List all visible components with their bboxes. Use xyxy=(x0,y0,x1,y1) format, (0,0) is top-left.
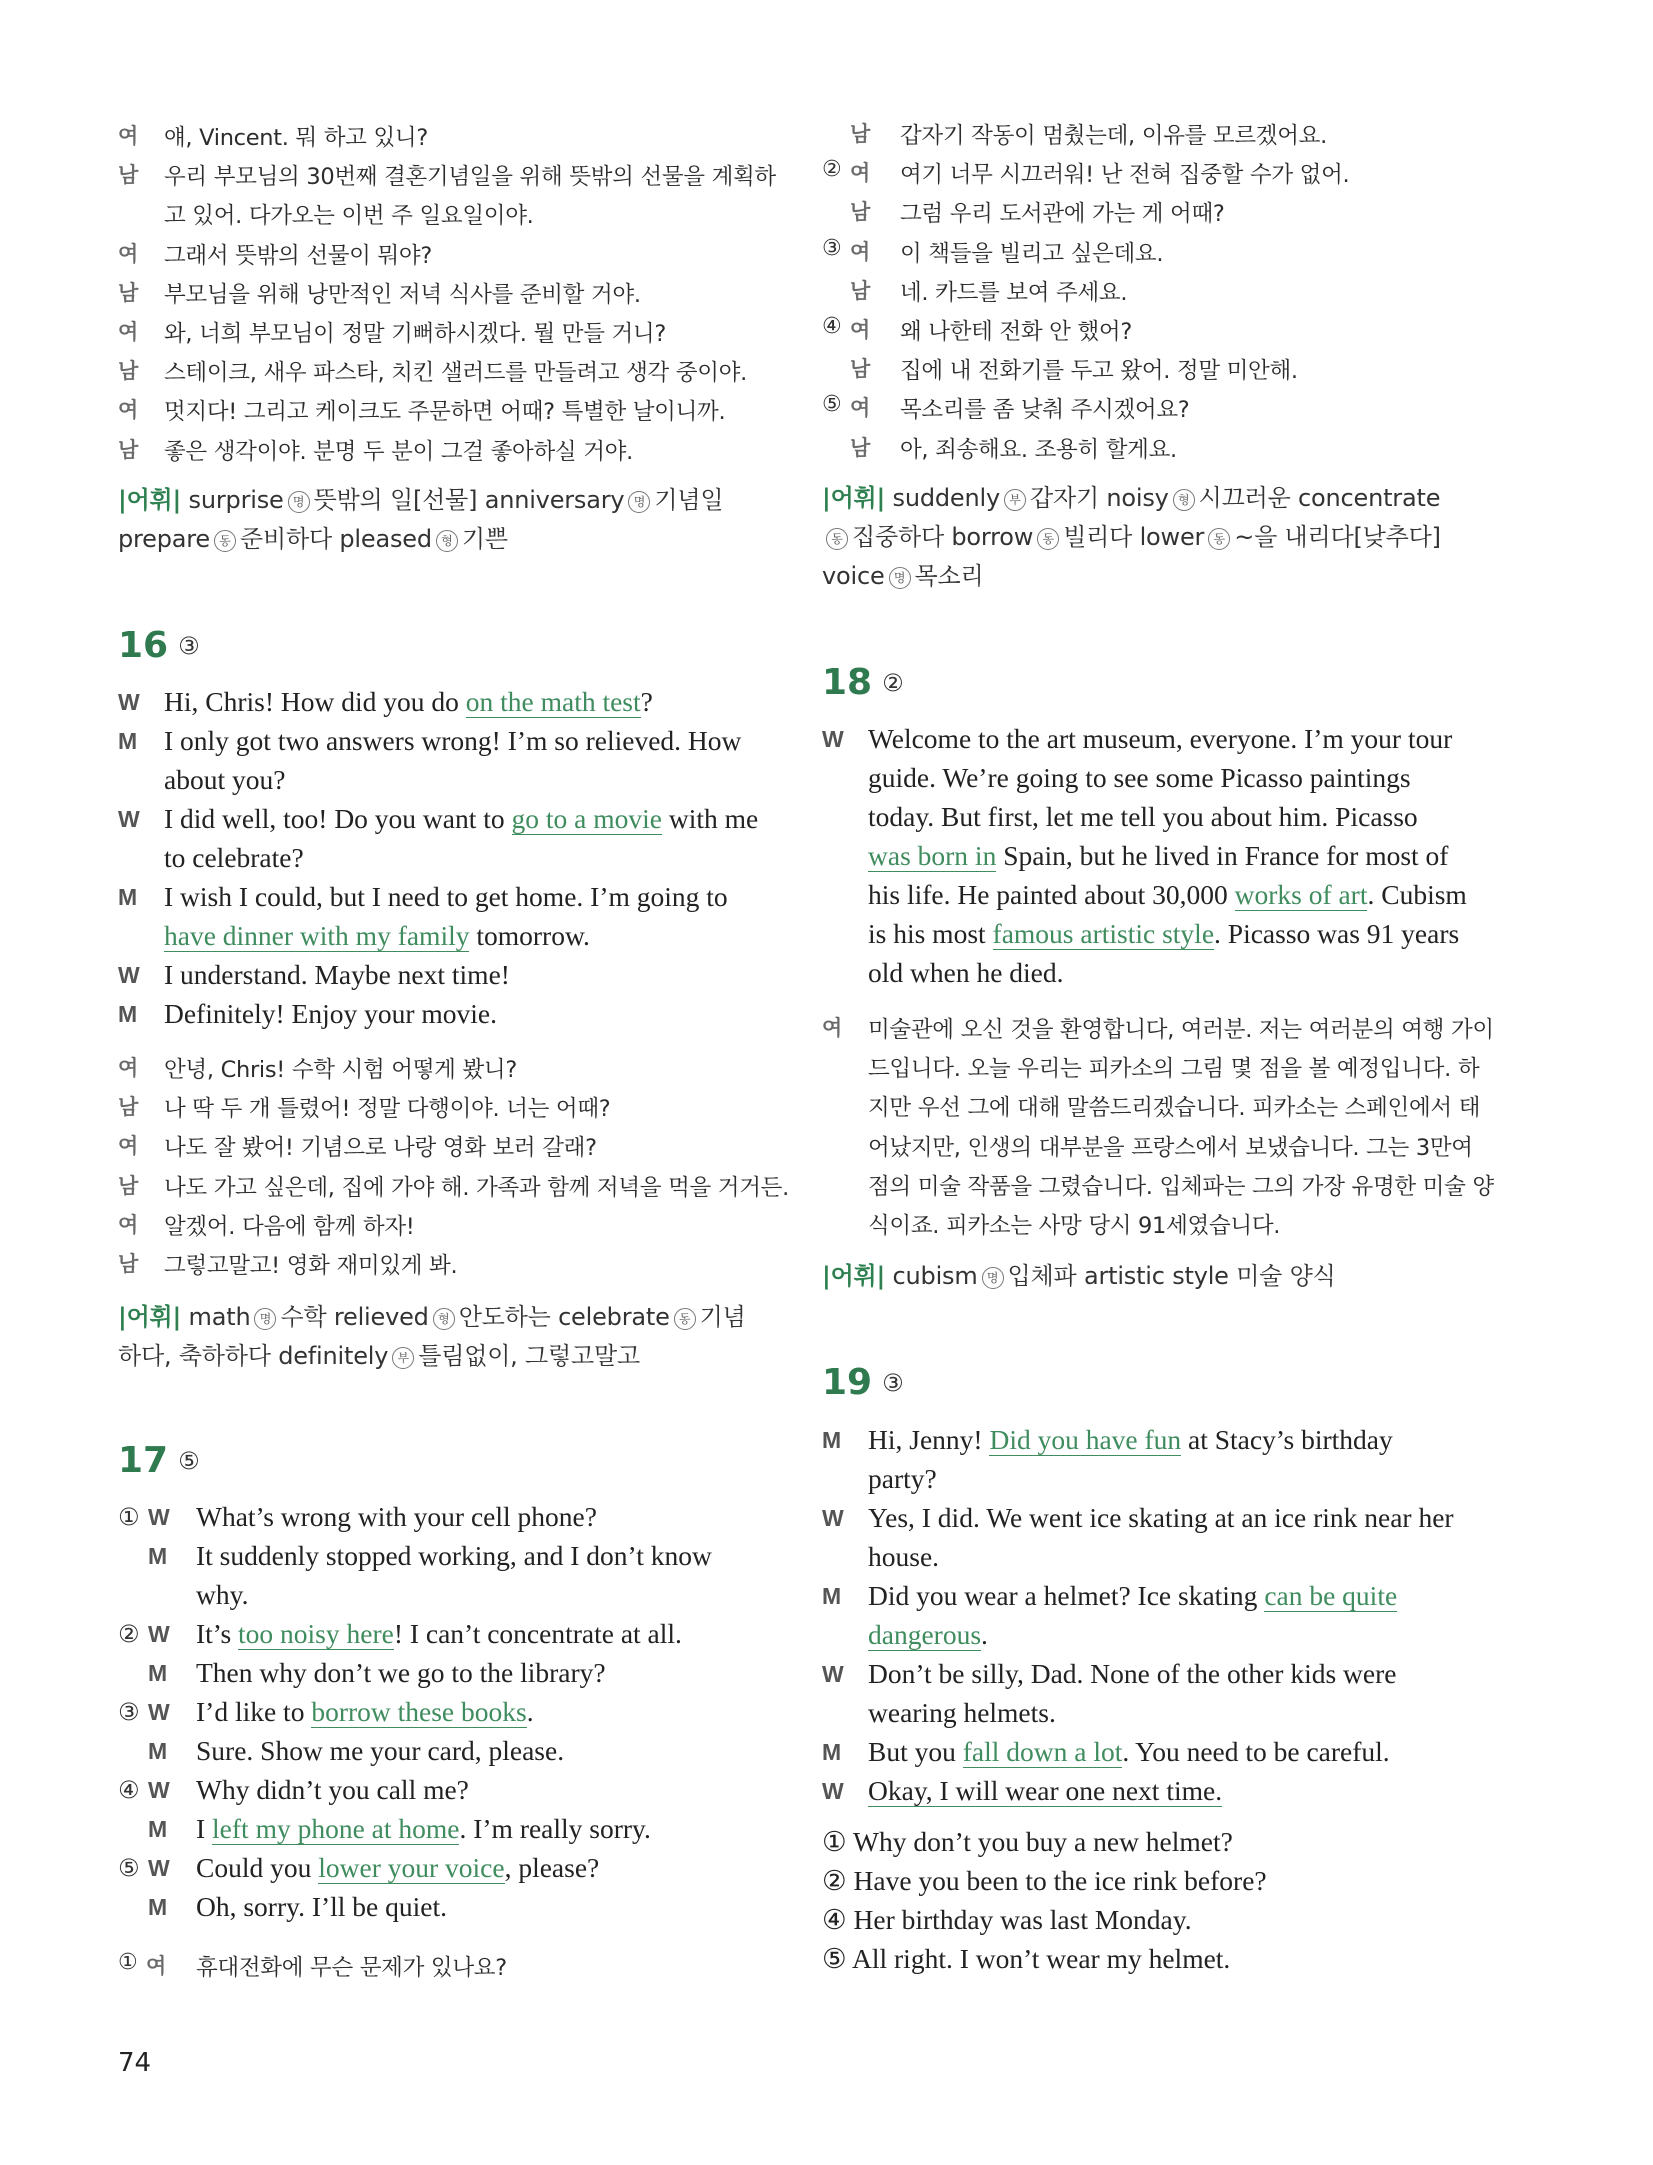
speaker-label: M xyxy=(148,1894,168,1920)
dialogue-text: guide. We’re going to see some Picasso paintings xyxy=(868,762,1411,793)
answer-blank: go to a movie xyxy=(511,803,662,834)
vocab-meaning: 시끄러운 xyxy=(1198,484,1291,512)
dialogue-text: party? xyxy=(868,1463,937,1494)
translation-text: 우리 부모님의 30번째 결혼기념일을 위해 뜻밖의 선물을 계획하 xyxy=(164,164,776,191)
speaker-label: 여 xyxy=(146,1954,166,1978)
translation-text: 이 책들을 빌리고 싶은데요. xyxy=(900,240,1164,267)
dialogue-text: why. xyxy=(196,1579,249,1610)
part-of-speech-icon: 동 xyxy=(1208,528,1230,550)
translation-text: 고 있어. 다가오는 이번 주 일요일이야. xyxy=(164,203,534,230)
translation-text: 안녕, Chris! 수학 시험 어떻게 봤니? xyxy=(164,1057,517,1083)
vocab-tag: |어휘| xyxy=(822,1262,886,1290)
speaker-label: M xyxy=(118,728,138,754)
speaker-label: 남 xyxy=(850,357,870,382)
translation-text: 여기 너무 시끄러워! 난 전혀 집중할 수가 없어. xyxy=(900,162,1350,189)
vocab-meaning: 수학 xyxy=(280,1303,327,1331)
speaker-label: W xyxy=(822,1505,844,1531)
part-of-speech-icon: 동 xyxy=(826,528,848,550)
vocab-word: cubism xyxy=(892,1262,978,1290)
speaker-label: W xyxy=(118,689,140,715)
answer-blank: left my phone at home xyxy=(212,1813,460,1844)
translation-text: 그래서 뜻밖의 선물이 뭐야? xyxy=(164,242,432,269)
answer-blank: have dinner with my family xyxy=(164,920,470,951)
dialogue-text: his life. He painted about 30,000 works of art. Cubism xyxy=(868,879,1467,910)
vocab-tag: |어휘| xyxy=(118,486,182,514)
dialogue-text: is his most famous artistic style. Picasso was 91 years xyxy=(868,918,1460,949)
answer-choice: ⑤ All right. I won’t wear my helmet. xyxy=(822,1943,1231,1974)
dialogue-text: dangerous. xyxy=(868,1619,988,1650)
vocab-word: anniversary xyxy=(484,486,625,514)
speaker-label: M xyxy=(118,884,138,910)
dialogue-text: I only got two answers wrong! I’m so relieved. How xyxy=(164,725,742,756)
dialogue-text: to celebrate? xyxy=(164,842,304,873)
vocab-tag: |어휘| xyxy=(118,1303,182,1331)
dialogue-text xyxy=(868,1775,1222,1807)
translation-text: 얘, Vincent. 뭐 하고 있니? xyxy=(164,125,428,151)
vocab-line xyxy=(118,1297,746,1332)
choice-number: ④ xyxy=(822,314,842,339)
dialogue-text: wearing helmets. xyxy=(868,1697,1056,1728)
speaker-label: 남 xyxy=(850,200,870,225)
answer-blank: on the math test xyxy=(465,686,641,717)
answer-blank: borrow these books xyxy=(311,1696,527,1727)
speaker-label: M xyxy=(822,1583,842,1609)
question-heading xyxy=(118,1440,200,1481)
vocab-meaning: 기념일 xyxy=(654,486,724,514)
translation-text: 식이죠. 피카소는 사망 당시 91세였습니다. xyxy=(868,1213,1281,1239)
dialogue-text: But you fall down a lot. You need to be careful. xyxy=(868,1736,1390,1767)
choice-number: ④ xyxy=(118,1776,140,1804)
vocab-word: noisy xyxy=(1106,484,1169,512)
vocab-line xyxy=(118,1336,640,1371)
answer-line: Okay, I will wear one next time. xyxy=(868,1775,1223,1806)
choice-number: ⑤ xyxy=(118,1854,140,1882)
translation-text: 드입니다. 오늘 우리는 피카소의 그림 몇 점을 볼 예정입니다. 하 xyxy=(868,1056,1480,1083)
speaker-label: 남 xyxy=(850,278,870,303)
speaker-label: 남 xyxy=(118,280,138,305)
dialogue-text: Oh, sorry. I’ll be quiet. xyxy=(196,1891,448,1922)
vocab-word: prepare xyxy=(118,525,210,553)
question-number: 19 xyxy=(822,1362,873,1403)
translation-text: 나도 잘 봤어! 기념으로 나랑 영화 보러 갈래? xyxy=(164,1135,597,1162)
vocab-meaning: 기쁜 xyxy=(461,525,508,553)
translation-text: 좋은 생각이야. 분명 두 분이 그걸 좋아하실 거야. xyxy=(164,438,633,465)
dialogue-text: about you? xyxy=(164,764,286,795)
vocab-meaning: 미술 양식 xyxy=(1236,1262,1336,1290)
vocab-meaning: 목소리 xyxy=(914,562,984,590)
speaker-label: 여 xyxy=(850,161,870,186)
answer-blank: fall down a lot xyxy=(962,1736,1123,1767)
translation-text: 아, 죄송해요. 조용히 할게요. xyxy=(900,436,1177,463)
dialogue-text: was born in Spain, but he lived in France for most of xyxy=(868,840,1449,871)
dialogue-text: old when he died. xyxy=(868,957,1064,988)
vocab-line xyxy=(822,556,983,591)
choice-number: ③ xyxy=(822,235,842,261)
part-of-speech-icon: 명 xyxy=(982,1267,1004,1289)
part-of-speech-icon: 형 xyxy=(436,530,458,552)
vocab-word: lower xyxy=(1139,523,1205,551)
part-of-speech-icon: 명 xyxy=(288,491,310,513)
translation-text: 목소리를 좀 낮춰 주시겠어요? xyxy=(900,397,1190,424)
vocab-word: relieved xyxy=(333,1303,429,1331)
translation-text: 갑자기 작동이 멈췄는데, 이유를 모르겠어요. xyxy=(900,123,1327,149)
speaker-label: 남 xyxy=(118,359,138,384)
dialogue-text: I’d like to borrow these books. xyxy=(196,1696,534,1727)
dialogue-text: It suddenly stopped working, and I don’t know xyxy=(196,1540,712,1571)
speaker-label: W xyxy=(822,1661,844,1687)
speaker-label: W xyxy=(822,1778,844,1804)
speaker-label: 여 xyxy=(850,239,870,264)
choice-number: ③ xyxy=(118,1698,140,1726)
part-of-speech-icon: 동 xyxy=(1037,528,1059,550)
speaker-label: 여 xyxy=(118,1212,138,1237)
dialogue-text: I wish I could, but I need to get home. I’m going to xyxy=(164,881,728,912)
dialogue-text: Could you lower your voice, please? xyxy=(196,1852,600,1883)
speaker-label: W xyxy=(148,1777,170,1803)
vocab-word: artistic style xyxy=(1083,1262,1229,1290)
question-number: 16 xyxy=(118,625,169,666)
translation-text: 와, 너희 부모님이 정말 기뻐하시겠다. 뭘 만들 거니? xyxy=(164,321,667,347)
speaker-label: 여 xyxy=(118,398,138,423)
translation-text: 왜 나한테 전화 안 했어? xyxy=(900,319,1132,345)
answer-blank: can be quite xyxy=(1264,1580,1398,1611)
vocab-word: borrow xyxy=(951,523,1034,551)
part-of-speech-icon: 형 xyxy=(433,1308,455,1330)
answer-blank: dangerous xyxy=(868,1619,982,1650)
speaker-label: 여 xyxy=(850,396,870,421)
dialogue-text: I understand. Maybe next time! xyxy=(164,959,510,990)
part-of-speech-icon: 형 xyxy=(1173,489,1195,511)
translation-text: 미술관에 오신 것을 환영합니다, 여러분. 저는 여러분의 여행 가이 xyxy=(868,1017,1494,1043)
answer-blank: Did you have fun xyxy=(989,1424,1182,1455)
speaker-label: W xyxy=(148,1699,170,1725)
vocab-line xyxy=(822,478,1440,513)
vocab-word: suddenly xyxy=(892,484,1000,512)
answer-blank: was born in xyxy=(868,840,997,871)
dialogue-text: It’s too noisy here! I can’t concentrate at all. xyxy=(196,1618,682,1649)
dialogue-text: I left my phone at home. I’m really sorry. xyxy=(196,1813,651,1844)
translation-text: 그렇고말고! 영화 재미있게 봐. xyxy=(164,1253,458,1279)
dialogue-text: Why didn’t you call me? xyxy=(196,1774,469,1805)
speaker-label: M xyxy=(148,1660,168,1686)
vocab-line xyxy=(118,519,508,554)
choice-number: ① xyxy=(118,1503,140,1531)
translation-text: 점의 미술 작품을 그렸습니다. 입체파는 그의 가장 유명한 미술 양 xyxy=(868,1173,1494,1200)
vocab-meaning: 뜻밖의 일[선물] xyxy=(313,486,478,514)
part-of-speech-icon: 부 xyxy=(1004,489,1026,511)
speaker-label: M xyxy=(148,1543,168,1569)
question-number: 17 xyxy=(118,1440,169,1481)
speaker-label: W xyxy=(148,1621,170,1647)
question-heading xyxy=(118,625,200,666)
speaker-label: M xyxy=(822,1739,842,1765)
dialogue-text: Yes, I did. We went ice skating at an ice rink near her xyxy=(868,1502,1454,1533)
part-of-speech-icon: 동 xyxy=(674,1308,696,1330)
speaker-label: 여 xyxy=(822,1016,842,1040)
speaker-label: 남 xyxy=(118,437,138,462)
vocab-tag: |어휘| xyxy=(822,484,886,512)
vocab-meaning: 입체파 xyxy=(1007,1262,1077,1290)
translation-text: 나 딱 두 개 틀렸어! 정말 다행이야. 너는 어때? xyxy=(164,1096,611,1123)
vocab-word: surprise xyxy=(188,486,284,514)
question-heading xyxy=(822,662,904,703)
answer-blank: famous artistic style xyxy=(992,918,1215,949)
question-answer: ② xyxy=(882,669,904,697)
speaker-label: W xyxy=(118,962,140,988)
vocab-meaning: 갑자기 xyxy=(1029,484,1099,512)
page-number: 74 xyxy=(118,2048,152,2078)
translation-text: 멋지다! 그리고 케이크도 주문하면 어때? 특별한 날이니까. xyxy=(164,399,726,426)
speaker-label: 여 xyxy=(118,1056,138,1080)
speaker-label: 여 xyxy=(850,318,870,342)
dialogue-text: Hi, Chris! How did you do on the math test? xyxy=(164,686,653,717)
speaker-label: 남 xyxy=(850,122,870,146)
vocab-meaning: 틀림없이, 그렇고말고 xyxy=(418,1342,640,1370)
vocab-line xyxy=(118,480,723,515)
answer-blank: too noisy here xyxy=(238,1618,394,1649)
translation-text: 어났지만, 인생의 대부분을 프랑스에서 보냈습니다. 그는 3만여 xyxy=(868,1134,1473,1161)
speaker-label: 여 xyxy=(118,124,138,148)
speaker-label: M xyxy=(148,1738,168,1764)
question-answer: ⑤ xyxy=(178,1447,200,1475)
translation-text: 부모님을 위해 낭만적인 저녁 식사를 준비할 거야. xyxy=(164,281,641,308)
dialogue-text: house. xyxy=(868,1541,940,1572)
part-of-speech-icon: 부 xyxy=(392,1347,414,1369)
vocab-meaning: ~을 내리다[낮추다] xyxy=(1234,523,1441,551)
part-of-speech-icon: 동 xyxy=(214,530,236,552)
translation-text: 집에 내 전화기를 두고 왔어. 정말 미안해. xyxy=(900,358,1298,385)
vocab-word: celebrate xyxy=(558,1303,670,1331)
dialogue-text: Then why don’t we go to the library? xyxy=(196,1657,606,1688)
vocab-line xyxy=(822,517,1441,552)
dialogue-text: Welcome to the art museum, everyone. I’m your tour xyxy=(868,723,1453,754)
translation-text: 휴대전화에 무슨 문제가 있나요? xyxy=(196,1955,507,1981)
part-of-speech-icon: 명 xyxy=(628,491,650,513)
part-of-speech-icon: 명 xyxy=(889,567,911,589)
translation-text: 지만 우선 그에 대해 말씀드리겠습니다. 피카소는 스페인에서 태 xyxy=(868,1095,1481,1122)
speaker-label: M xyxy=(822,1427,842,1453)
question-heading xyxy=(822,1362,904,1403)
vocab-meaning: 기념 xyxy=(699,1303,746,1331)
translation-text: 스테이크, 새우 파스타, 치킨 샐러드를 만들려고 생각 중이야. xyxy=(164,360,747,387)
speaker-label: W xyxy=(148,1504,170,1530)
dialogue-text: I did well, too! Do you want to go to a movie with me xyxy=(164,803,759,834)
dialogue-text: Did you wear a helmet? Ice skating can be quite xyxy=(868,1580,1398,1611)
dialogue-text: have dinner with my family tomorrow. xyxy=(164,920,590,951)
speaker-label: M xyxy=(118,1001,138,1027)
translation-text: 그럼 우리 도서관에 가는 게 어때? xyxy=(900,201,1225,228)
choice-number: ② xyxy=(118,1620,140,1648)
speaker-label: 남 xyxy=(118,1252,138,1276)
speaker-label: 남 xyxy=(850,435,870,460)
choice-number: ② xyxy=(822,157,842,183)
choice-number: ① xyxy=(118,1950,138,1975)
speaker-label: 여 xyxy=(118,1134,138,1159)
question-number: 18 xyxy=(822,662,873,703)
question-answer: ③ xyxy=(882,1369,904,1397)
dialogue-text: today. But first, let me tell you about him. Picasso xyxy=(868,801,1418,832)
question-answer: ③ xyxy=(178,632,200,660)
dialogue-text: Don’t be silly, Dad. None of the other kids were xyxy=(868,1658,1397,1689)
speaker-label: W xyxy=(822,726,844,752)
vocab-word: voice xyxy=(822,562,885,590)
translation-text: 네. 카드를 보여 주세요. xyxy=(900,279,1128,306)
translation-text: 나도 가고 싶은데, 집에 가야 해. 가족과 함께 저녁을 먹을 거거든. xyxy=(164,1174,789,1201)
vocab-word: definitely xyxy=(278,1342,389,1370)
part-of-speech-icon: 명 xyxy=(254,1308,276,1330)
speaker-label: W xyxy=(118,806,140,832)
answer-choice: ① Why don’t you buy a new helmet? xyxy=(822,1826,1233,1857)
vocab-meaning: 빌리다 xyxy=(1063,523,1133,551)
answer-choice: ④ Her birthday was last Monday. xyxy=(822,1904,1192,1935)
speaker-label: M xyxy=(148,1816,168,1842)
translation-text: 알겠어. 다음에 함께 하자! xyxy=(164,1213,415,1240)
speaker-label: 남 xyxy=(118,163,138,188)
dialogue-text: What’s wrong with your cell phone? xyxy=(196,1501,597,1532)
answer-blank: works of art xyxy=(1234,879,1368,910)
speaker-label: 남 xyxy=(118,1173,138,1198)
speaker-label: W xyxy=(148,1855,170,1881)
dialogue-text: Sure. Show me your card, please. xyxy=(196,1735,565,1766)
vocab-meaning: 집중하다 xyxy=(852,523,944,551)
vocab-meaning: 준비하다 xyxy=(240,525,332,553)
vocab-meaning: 안도하는 xyxy=(458,1303,551,1331)
vocab-word: concentrate xyxy=(1298,484,1441,512)
answer-blank: lower your voice xyxy=(318,1852,505,1883)
dialogue-text: Definitely! Enjoy your movie. xyxy=(164,998,497,1029)
vocab-line xyxy=(822,1256,1336,1291)
choice-number: ⑤ xyxy=(822,392,842,418)
vocab-word: pleased xyxy=(339,525,432,553)
speaker-label: 남 xyxy=(118,1095,138,1120)
speaker-label: 여 xyxy=(118,241,138,266)
vocab-meaning: 하다, 축하하다 xyxy=(118,1342,271,1370)
answer-choice: ② Have you been to the ice rink before? xyxy=(822,1865,1267,1896)
dialogue-text: Hi, Jenny! Did you have fun at Stacy’s birthday xyxy=(868,1424,1393,1455)
vocab-word: math xyxy=(188,1303,251,1331)
speaker-label: 여 xyxy=(118,320,138,344)
